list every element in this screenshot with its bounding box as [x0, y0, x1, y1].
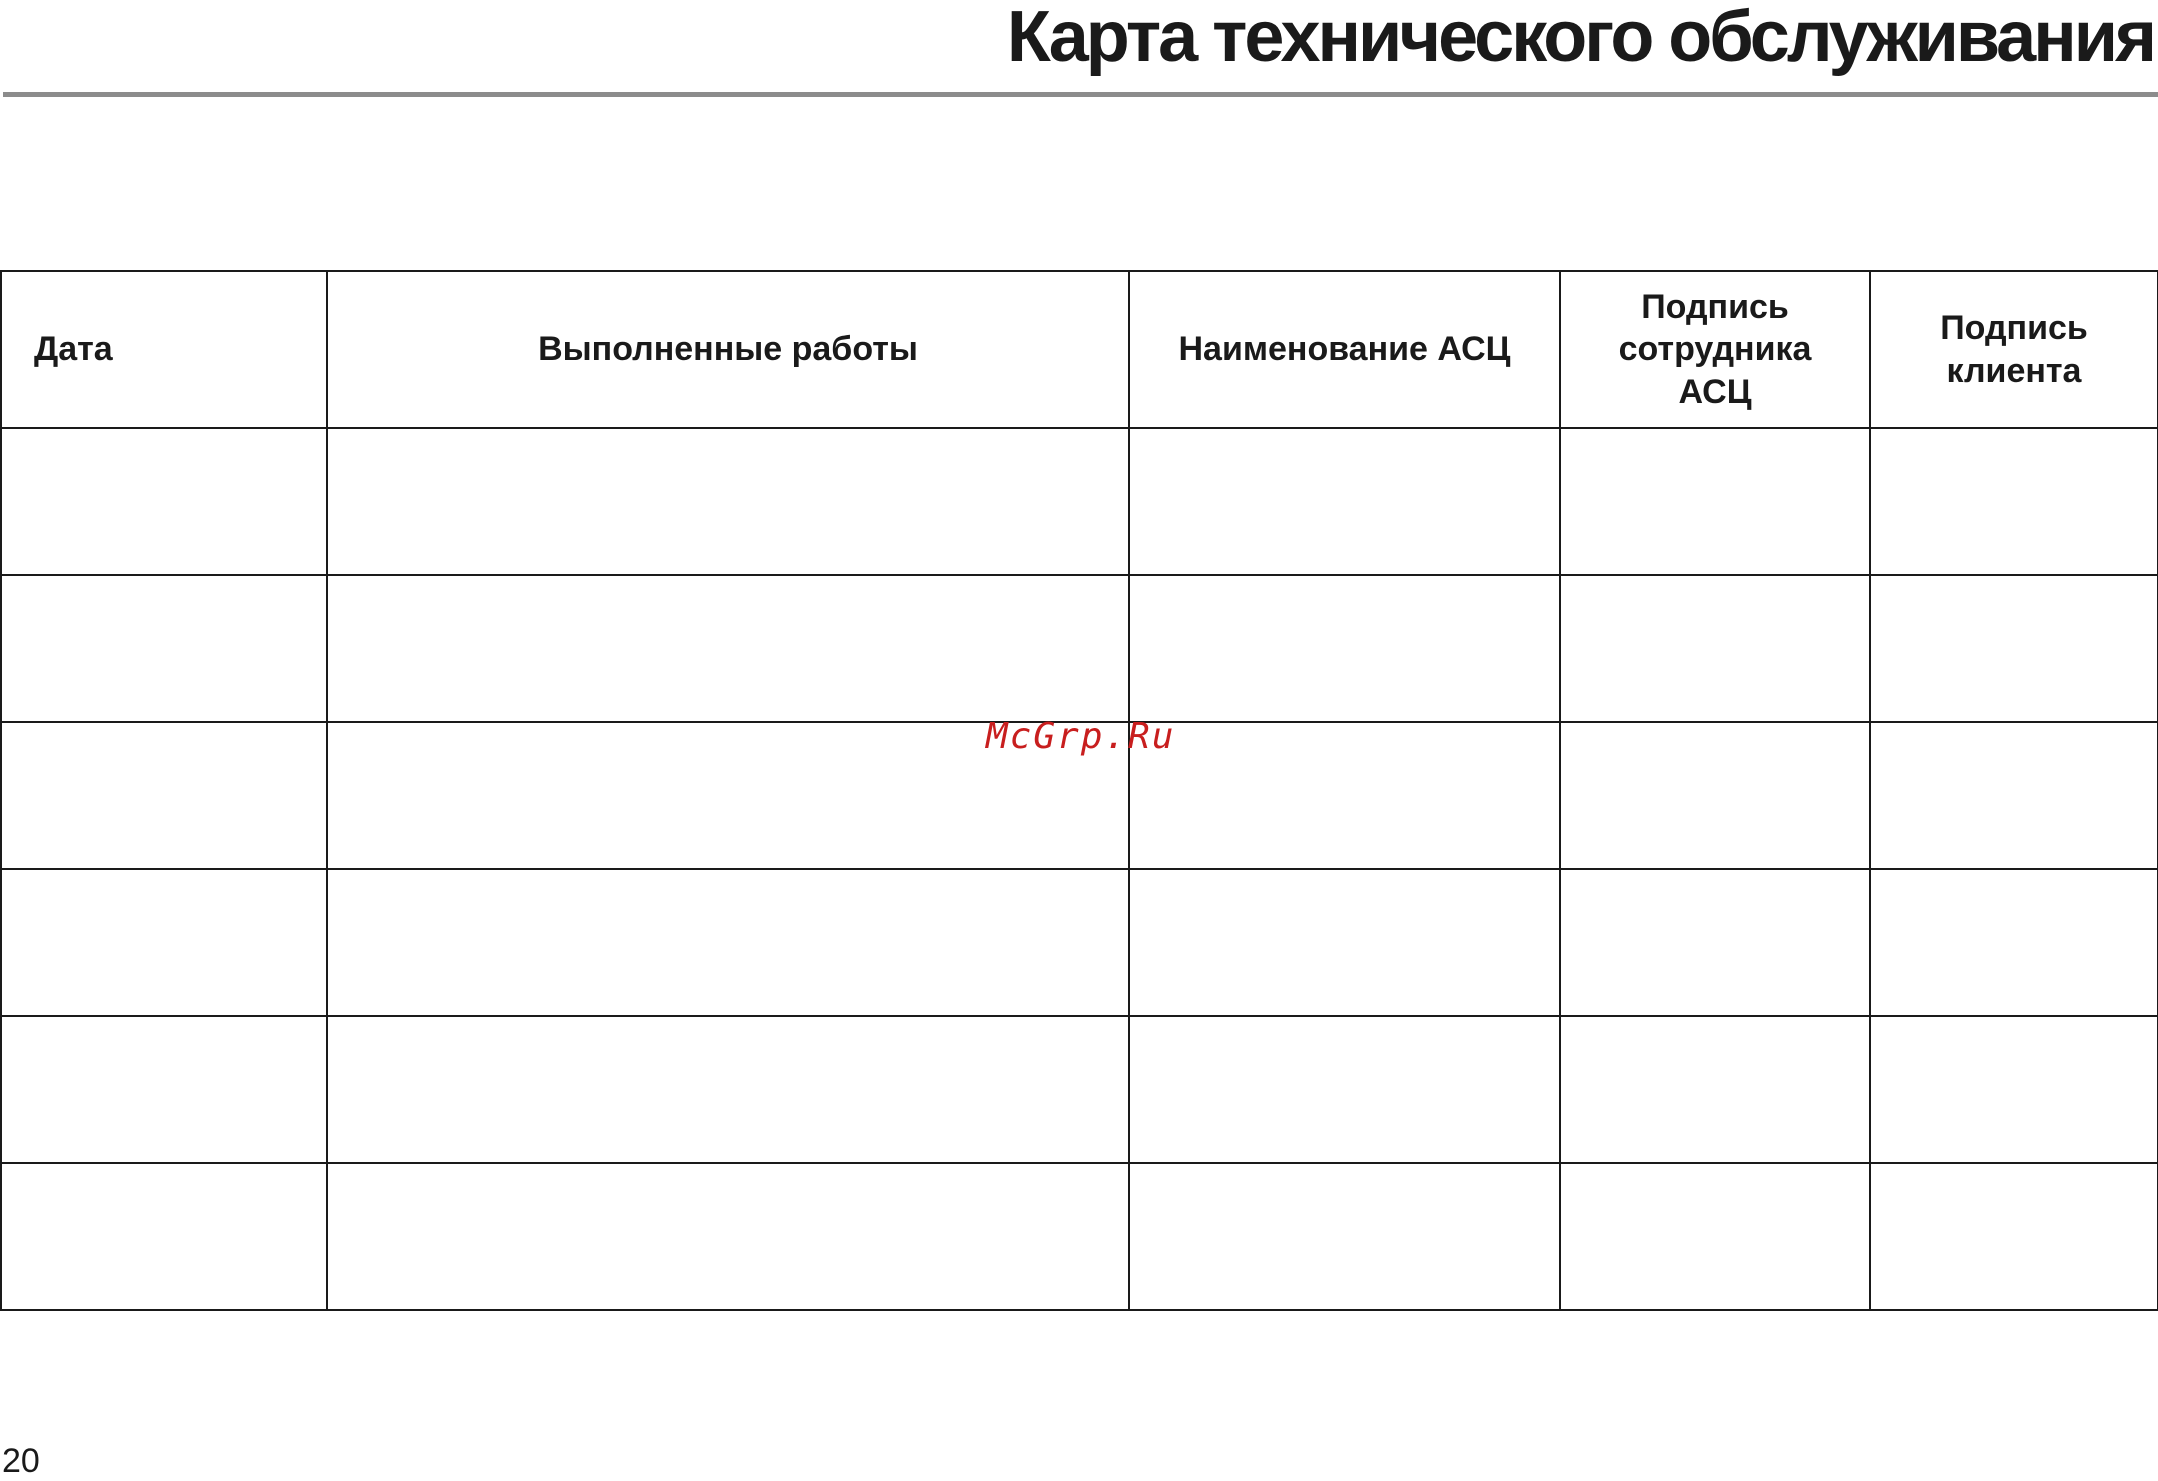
title-underline	[3, 92, 2158, 97]
employee-signature-cell[interactable]	[1560, 428, 1870, 575]
table-row	[1, 575, 2158, 722]
table-row	[1, 1016, 2158, 1163]
date-cell[interactable]	[1, 869, 327, 1016]
client-signature-cell[interactable]	[1870, 428, 2158, 575]
date-cell[interactable]	[1, 428, 327, 575]
table-row	[1, 1163, 2158, 1310]
employee-signature-cell[interactable]	[1560, 1016, 1870, 1163]
column-header-date: Дата	[1, 271, 327, 428]
table-row	[1, 869, 2158, 1016]
page-title: Карта технического обслуживания	[1006, 0, 2154, 77]
date-cell[interactable]	[1, 1163, 327, 1310]
employee-signature-cell[interactable]	[1560, 1163, 1870, 1310]
page-number: 20	[2, 1442, 40, 1480]
date-cell[interactable]	[1, 575, 327, 722]
work-done-cell[interactable]	[327, 869, 1129, 1016]
column-header-service-center-name: Наименование АСЦ	[1129, 271, 1560, 428]
date-cell[interactable]	[1, 722, 327, 869]
employee-signature-cell[interactable]	[1560, 722, 1870, 869]
service-center-cell[interactable]	[1129, 428, 1560, 575]
client-signature-cell[interactable]	[1870, 869, 2158, 1016]
service-center-cell[interactable]	[1129, 869, 1560, 1016]
service-center-cell[interactable]	[1129, 575, 1560, 722]
column-header-employee-signature: Подпись сотрудника АСЦ	[1560, 271, 1870, 428]
client-signature-cell[interactable]	[1870, 722, 2158, 869]
column-header-work-done: Выполненные работы	[327, 271, 1129, 428]
client-signature-cell[interactable]	[1870, 1163, 2158, 1310]
client-signature-cell[interactable]	[1870, 1016, 2158, 1163]
work-done-cell[interactable]	[327, 1016, 1129, 1163]
work-done-cell[interactable]	[327, 1163, 1129, 1310]
service-center-cell[interactable]	[1129, 722, 1560, 869]
work-done-cell[interactable]	[327, 575, 1129, 722]
client-signature-cell[interactable]	[1870, 575, 2158, 722]
watermark-text: McGrp.Ru	[986, 716, 1176, 757]
table-header-row	[1, 271, 2158, 428]
maintenance-table	[0, 270, 2158, 1311]
work-done-cell[interactable]	[327, 428, 1129, 575]
service-center-cell[interactable]	[1129, 1016, 1560, 1163]
column-header-client-signature: Подпись клиента	[1870, 271, 2158, 428]
service-center-cell[interactable]	[1129, 1163, 1560, 1310]
employee-signature-cell[interactable]	[1560, 869, 1870, 1016]
table-row	[1, 428, 2158, 575]
employee-signature-cell[interactable]	[1560, 575, 1870, 722]
date-cell[interactable]	[1, 1016, 327, 1163]
